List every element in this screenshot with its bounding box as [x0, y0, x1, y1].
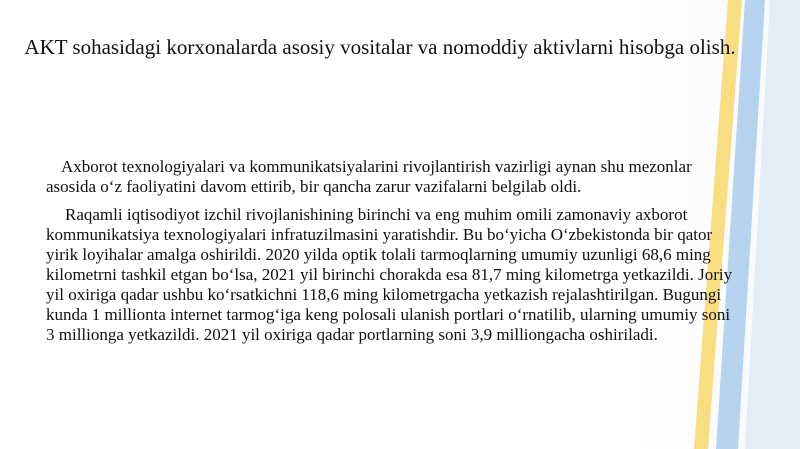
paragraph-intro: Axborot texnologiyalari va kommunikatsiyalarini rivojlantirish vazirligi aynan shu mezonlar asosida o‘z faoliyatini davom ettirib, bir qancha zarur vazifalarni belgilab oldi. [46, 157, 692, 196]
slide-title: AKT sohasidagi korxonalarda asosiy vositalar va nomoddiy aktivlarni hisobga olish. [24, 35, 736, 59]
paragraph-digital-economy: Raqamli iqtisodiyot izchil rivojlanishining birinchi va eng muhim omili zamonaviy axborot kommunikatsiya texnologiyalari infratuzilmasini yaratishdir. Bu bo‘yicha O‘zbekistonda bir qator yirik loyihalar amalga oshirildi. 2020 yilda optik tolali tarmoqlarning umumiy uzunligi 68,6 ming kilometrni tashkil etgan bo‘lsa, 2021 yil birinchi chorakda esa 81,7 ming kilometrga yetkazildi. Joriy yil oxiriga qadar ushbu ko‘rsatkichni 118,6 ming kilometrgacha yetkazish rejalashtirilgan. Bugungi kunda 1 millionta internet tarmog‘iga keng polosali ulanish portlari o‘rnatilib, ularning umumiy soni 3 millionga yetkazildi. 2021 yil oxiriga qadar portlarning soni 3,9 milliongacha oshiriladi. [46, 205, 733, 344]
slide-body [46, 157, 736, 345]
